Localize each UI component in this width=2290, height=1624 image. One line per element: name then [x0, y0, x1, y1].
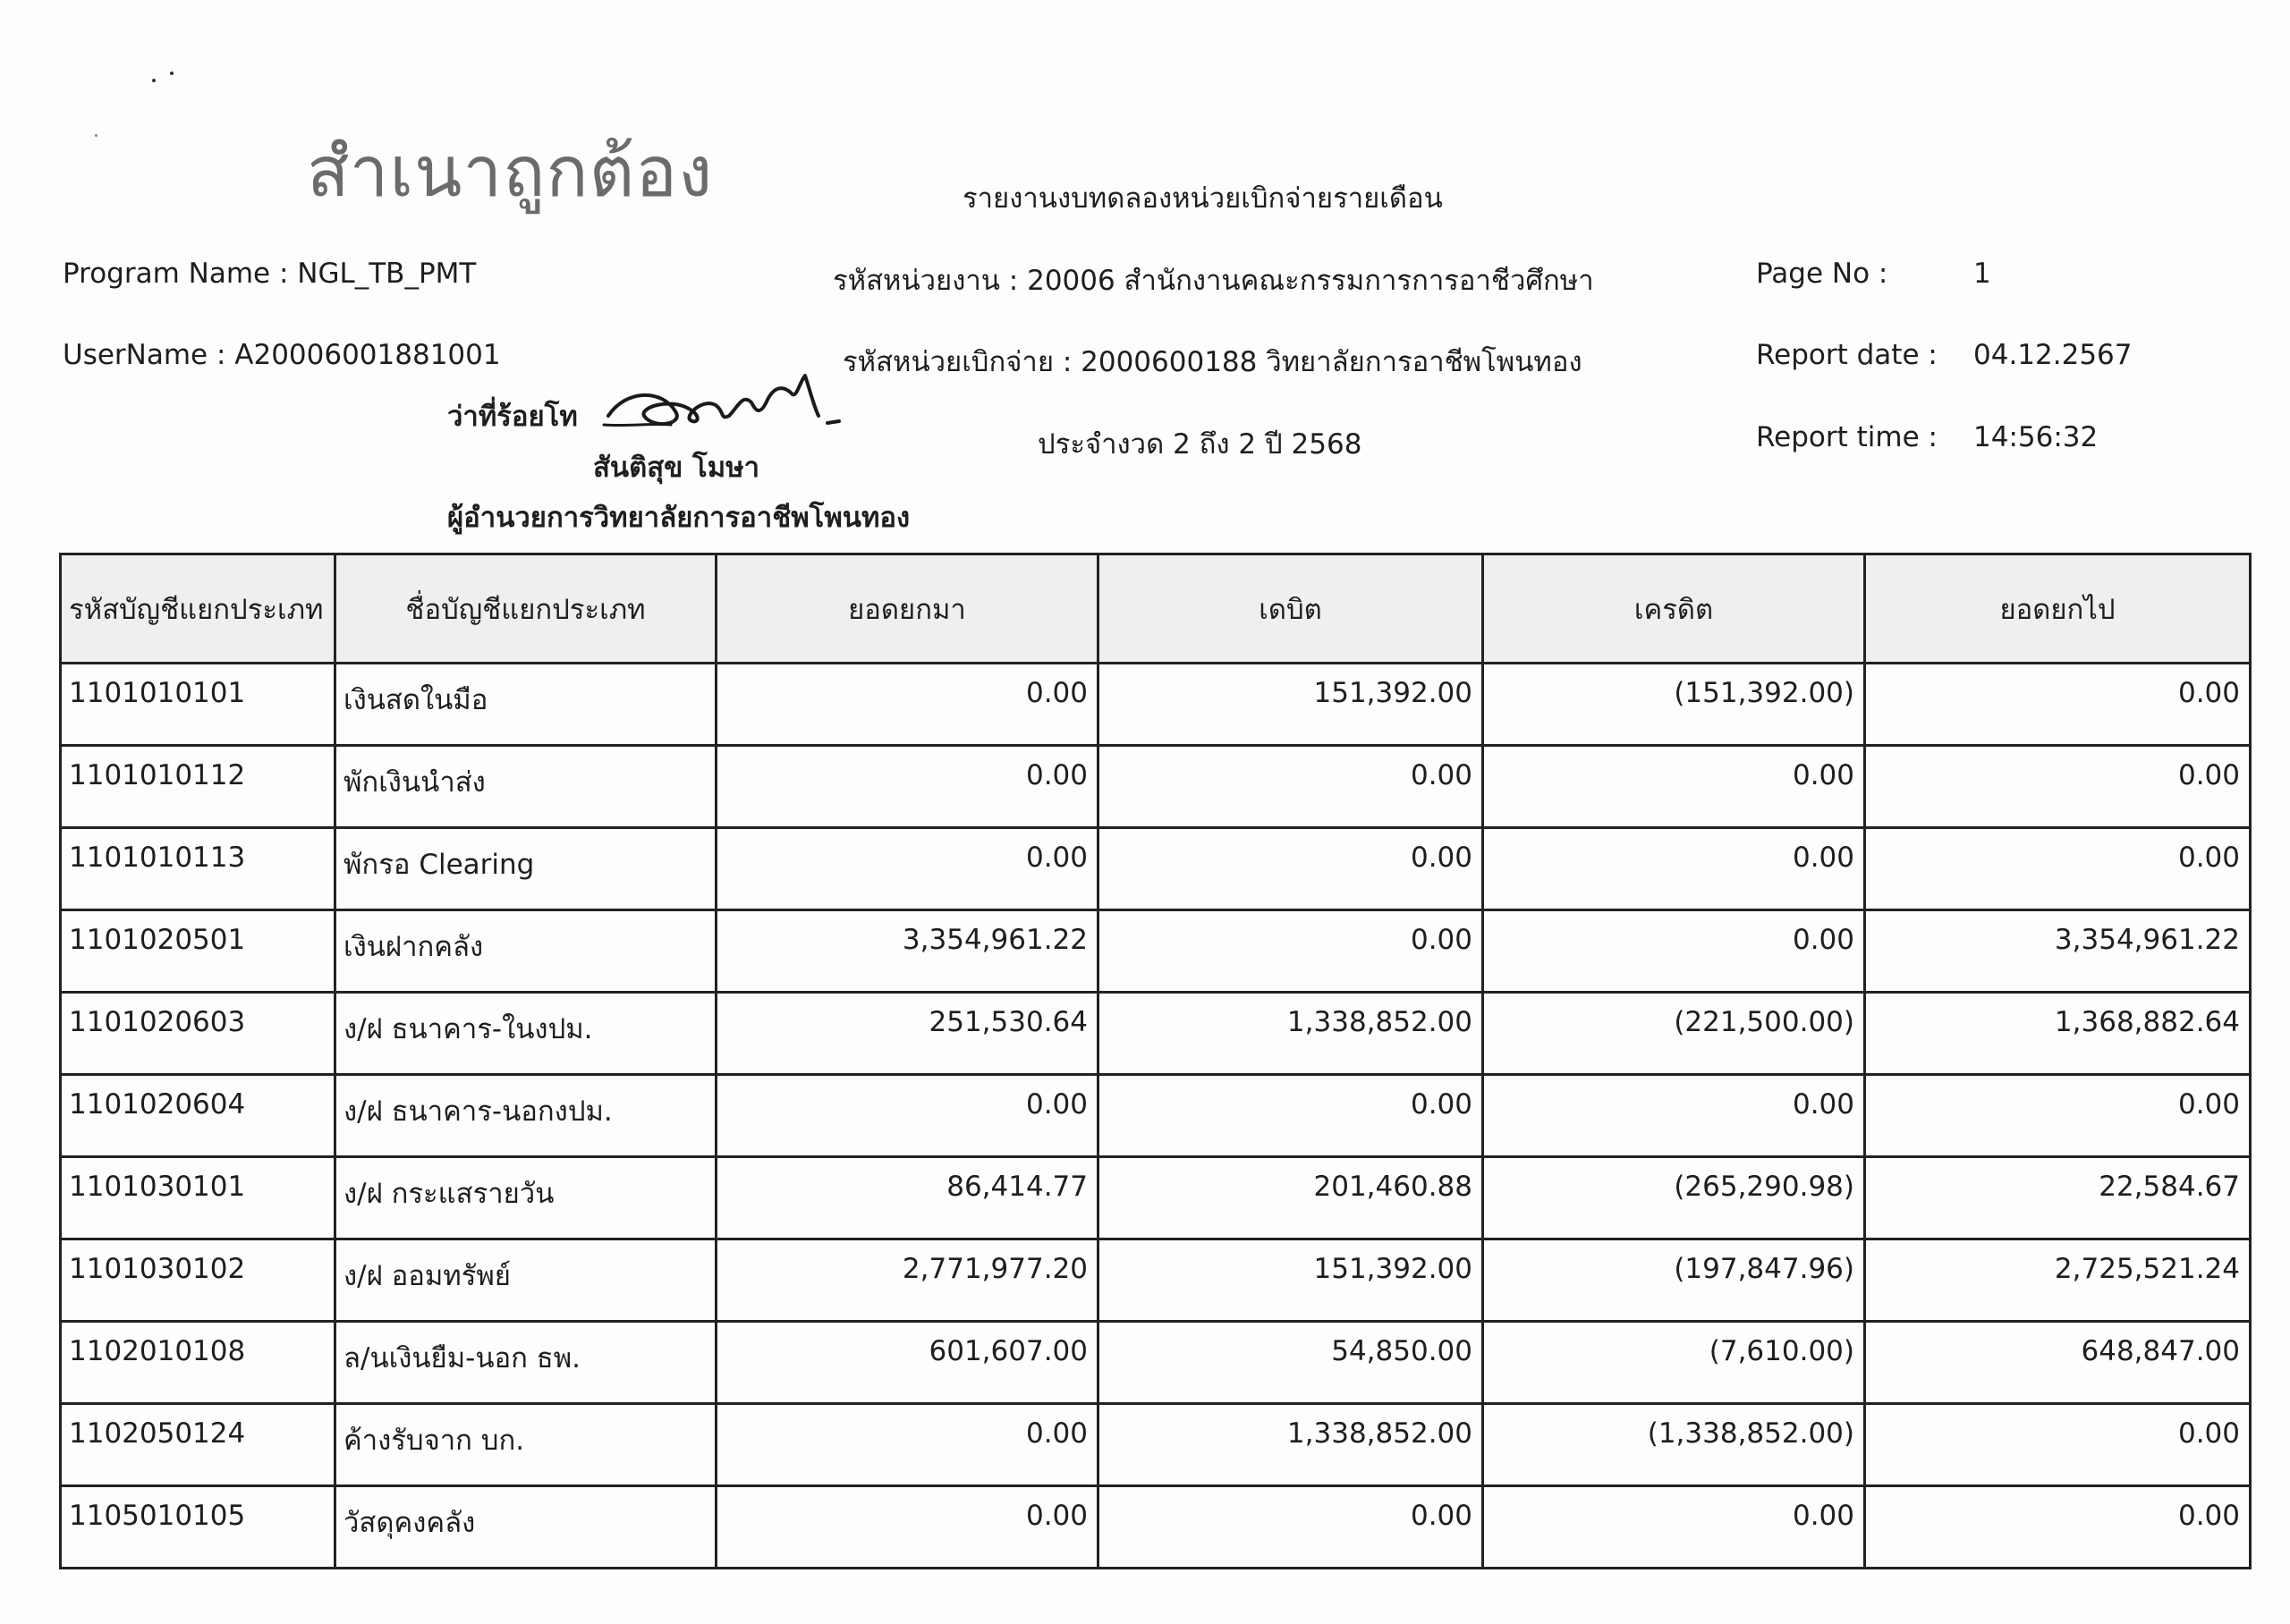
account-name: พักเงินนำส่ง — [335, 746, 717, 828]
col-header-credit: เครดิต — [1483, 554, 1865, 664]
debit: 0.00 — [1098, 1075, 1483, 1157]
opening-balance: 86,414.77 — [717, 1157, 1098, 1239]
account-name: ง/ฝ กระแสรายวัน — [335, 1157, 717, 1239]
closing-balance: 0.00 — [1865, 746, 2251, 828]
disbursement-unit: รหัสหน่วยเบิกจ่าย : 2000600188 วิทยาลัยการอาชีพโพนทอง — [843, 346, 1582, 378]
account-code: 1102010108 — [61, 1322, 335, 1404]
signer-position: ผู้อำนวยการวิทยาลัยการอาชีพโพนทอง — [447, 502, 911, 534]
opening-balance: 0.00 — [717, 664, 1098, 746]
credit: 0.00 — [1483, 1486, 1865, 1569]
account-name: ง/ฝ ธนาคาร-ในงปม. — [335, 993, 717, 1075]
account-code: 1105010105 — [61, 1486, 335, 1569]
opening-balance: 251,530.64 — [717, 993, 1098, 1075]
trial-balance-table — [59, 553, 2252, 1569]
debit: 0.00 — [1098, 1486, 1483, 1569]
col-header-debit: เดบิต — [1098, 554, 1483, 664]
table-row — [61, 1404, 2251, 1486]
handwritten-signature — [590, 362, 859, 452]
col-header-closing-balance: ยอดยกไป — [1865, 554, 2251, 664]
closing-balance: 648,847.00 — [1865, 1322, 2251, 1404]
account-code: 1101030102 — [61, 1239, 335, 1322]
report-date-label: Report date : — [1756, 339, 1938, 371]
page-no-value: 1 — [1973, 258, 1991, 290]
credit: (265,290.98) — [1483, 1157, 1865, 1239]
opening-balance: 2,771,977.20 — [717, 1239, 1098, 1322]
closing-balance: 3,354,961.22 — [1865, 910, 2251, 993]
table-row — [61, 1075, 2251, 1157]
table-row — [61, 1239, 2251, 1322]
credit: (221,500.00) — [1483, 993, 1865, 1075]
signer-name: สันติสุข โมษา — [593, 452, 760, 484]
signer-rank: ว่าที่ร้อยโท — [447, 401, 578, 433]
report-period: ประจำงวด 2 ถึง 2 ปี 2568 — [1038, 428, 1362, 461]
closing-balance: 2,725,521.24 — [1865, 1239, 2251, 1322]
report-date-value: 04.12.2567 — [1973, 339, 2133, 371]
certified-copy-stamp: สำเนาถูกต้อง — [307, 132, 714, 213]
credit: (197,847.96) — [1483, 1239, 1865, 1322]
col-header-opening-balance: ยอดยกมา — [717, 554, 1098, 664]
opening-balance: 0.00 — [717, 746, 1098, 828]
opening-balance: 0.00 — [717, 1404, 1098, 1486]
report-time-value: 14:56:32 — [1973, 421, 2099, 453]
table-row — [61, 664, 2251, 746]
closing-balance: 0.00 — [1865, 1486, 2251, 1569]
credit: (7,610.00) — [1483, 1322, 1865, 1404]
account-code: 1102050124 — [61, 1404, 335, 1486]
account-code: 1101020604 — [61, 1075, 335, 1157]
report-time-label: Report time : — [1756, 421, 1938, 453]
table-row — [61, 993, 2251, 1075]
debit: 1,338,852.00 — [1098, 1404, 1483, 1486]
table-row — [61, 1157, 2251, 1239]
account-name: เงินสดในมือ — [335, 664, 717, 746]
closing-balance: 22,584.67 — [1865, 1157, 2251, 1239]
closing-balance: 0.00 — [1865, 1404, 2251, 1486]
table-row — [61, 1486, 2251, 1569]
credit: 0.00 — [1483, 746, 1865, 828]
account-code: 1101020603 — [61, 993, 335, 1075]
opening-balance: 3,354,961.22 — [717, 910, 1098, 993]
debit: 151,392.00 — [1098, 1239, 1483, 1322]
table-row — [61, 746, 2251, 828]
account-code: 1101010113 — [61, 828, 335, 910]
opening-balance: 0.00 — [717, 828, 1098, 910]
debit: 201,460.88 — [1098, 1157, 1483, 1239]
credit: (151,392.00) — [1483, 664, 1865, 746]
debit: 54,850.00 — [1098, 1322, 1483, 1404]
col-header-account-code: รหัสบัญชีแยกประเภท — [61, 554, 335, 664]
opening-balance: 0.00 — [717, 1075, 1098, 1157]
page-no-label: Page No : — [1756, 258, 1888, 290]
account-name: ง/ฝ ออมทรัพย์ — [335, 1239, 717, 1322]
account-name: ค้างรับจาก บก. — [335, 1404, 717, 1486]
opening-balance: 601,607.00 — [717, 1322, 1098, 1404]
user-name: UserName : A20006001881001 — [63, 339, 501, 371]
debit: 1,338,852.00 — [1098, 993, 1483, 1075]
debit: 0.00 — [1098, 828, 1483, 910]
closing-balance: 0.00 — [1865, 664, 2251, 746]
program-name: Program Name : NGL_TB_PMT — [63, 258, 477, 290]
account-code: 1101030101 — [61, 1157, 335, 1239]
debit: 0.00 — [1098, 910, 1483, 993]
table-row — [61, 828, 2251, 910]
col-header-account-name: ชื่อบัญชีแยกประเภท — [335, 554, 717, 664]
account-name: ง/ฝ ธนาคาร-นอกงปม. — [335, 1075, 717, 1157]
account-name: พักรอ Clearing — [335, 828, 717, 910]
credit: 0.00 — [1483, 828, 1865, 910]
credit: 0.00 — [1483, 1075, 1865, 1157]
closing-balance: 1,368,882.64 — [1865, 993, 2251, 1075]
account-code: 1101010101 — [61, 664, 335, 746]
account-name: วัสดุคงคลัง — [335, 1486, 717, 1569]
table-row — [61, 1322, 2251, 1404]
account-name: เงินฝากคลัง — [335, 910, 717, 993]
credit: 0.00 — [1483, 910, 1865, 993]
credit: (1,338,852.00) — [1483, 1404, 1865, 1486]
table-header-row — [61, 554, 2251, 664]
agency-code: รหัสหน่วยงาน : 20006 สำนักงานคณะกรรมการการอาชีวศึกษา — [833, 265, 1594, 297]
account-name: ล/นเงินยืม-นอก ธพ. — [335, 1322, 717, 1404]
report-title: รายงานงบทดลองหน่วยเบิกจ่ายรายเดือน — [963, 182, 1443, 215]
opening-balance: 0.00 — [717, 1486, 1098, 1569]
closing-balance: 0.00 — [1865, 828, 2251, 910]
debit: 151,392.00 — [1098, 664, 1483, 746]
debit: 0.00 — [1098, 746, 1483, 828]
table-row — [61, 910, 2251, 993]
account-code: 1101010112 — [61, 746, 335, 828]
account-code: 1101020501 — [61, 910, 335, 993]
closing-balance: 0.00 — [1865, 1075, 2251, 1157]
